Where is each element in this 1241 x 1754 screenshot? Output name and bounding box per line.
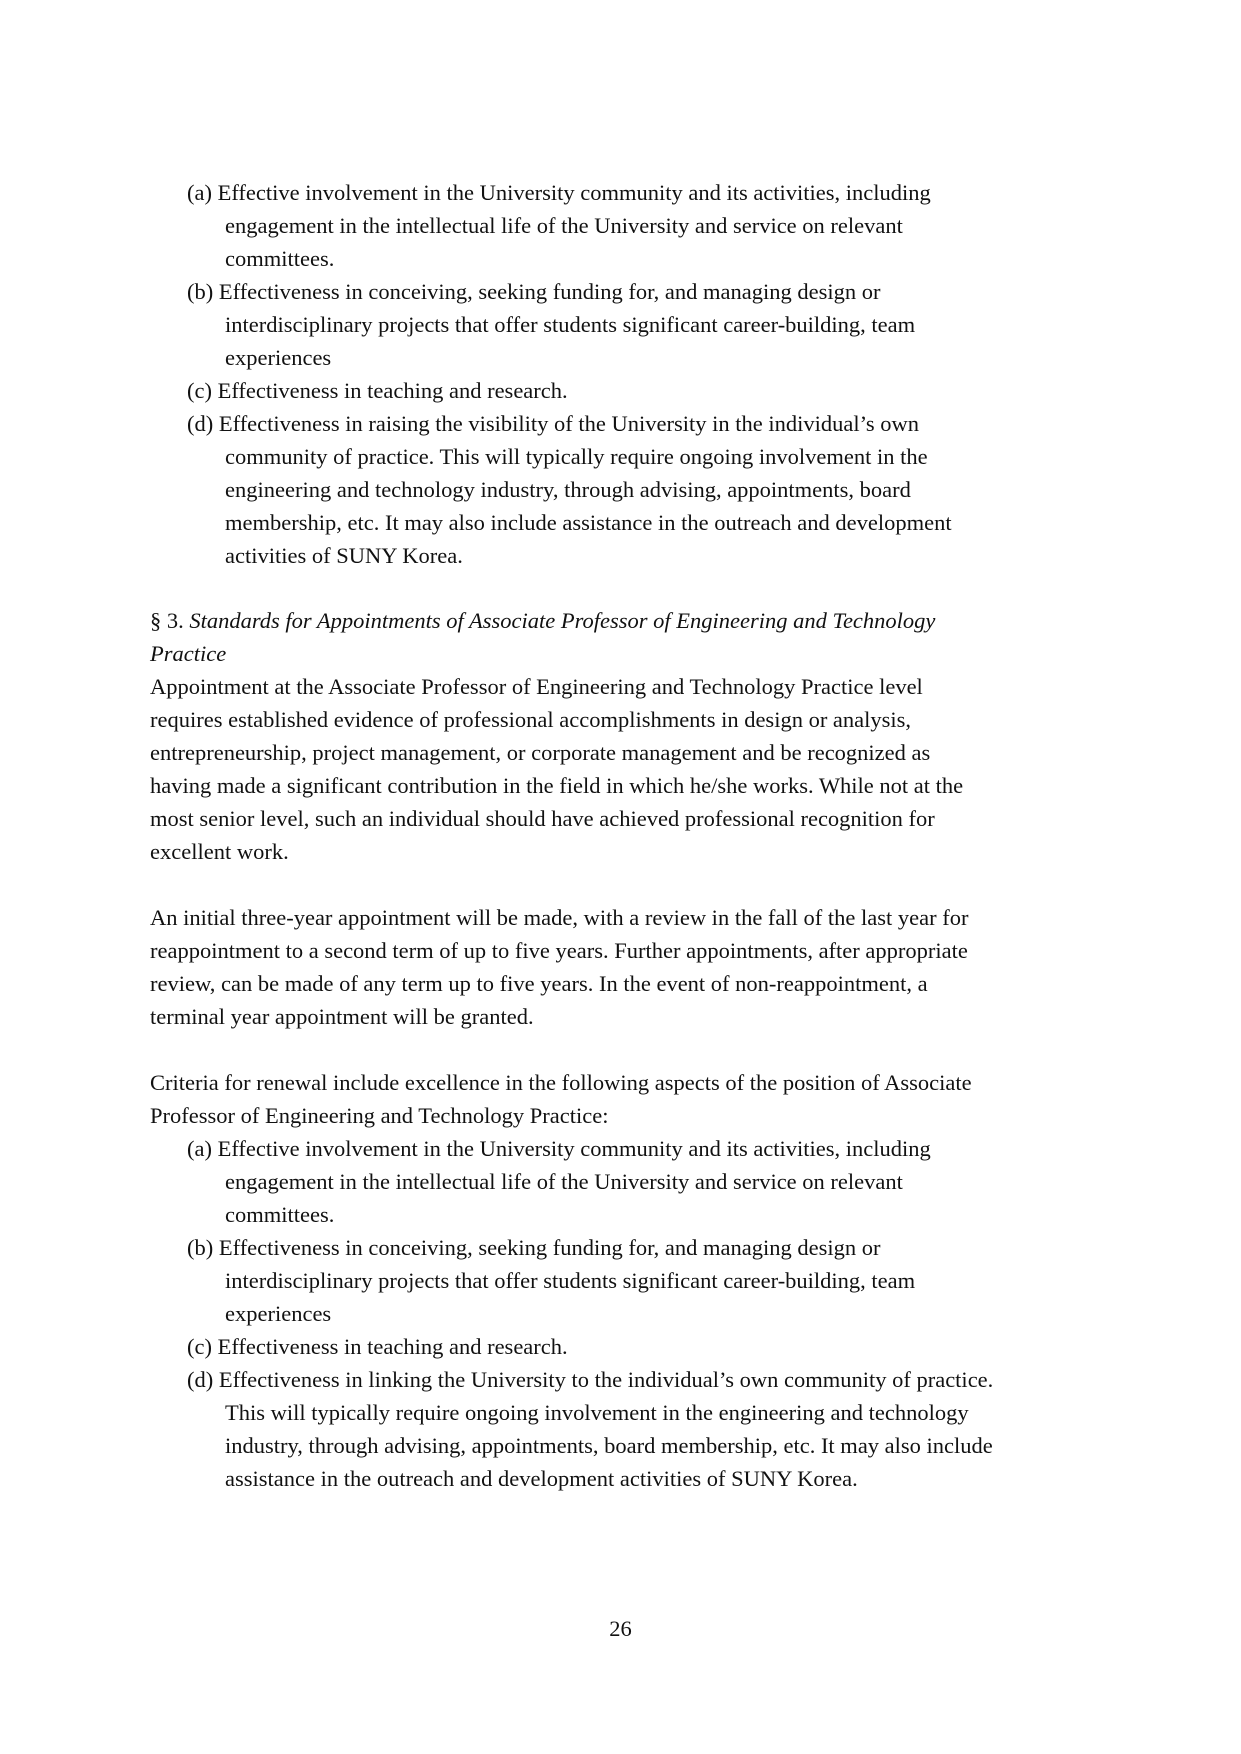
list-item-b-cont: experiences xyxy=(225,1301,332,1326)
list-item-a: (a) Effective involvement in the University community and its activities, including xyxy=(187,180,931,205)
list-item-a: (a) Effective involvement in the University community and its activities, including xyxy=(187,1136,931,1161)
paragraph-line: entrepreneurship, project management, or corporate management and be recognized as xyxy=(150,740,931,765)
paragraph-line: Criteria for renewal include excellence in the following aspects of the position of Associate xyxy=(150,1070,972,1095)
paragraph-line: An initial three-year appointment will be made, with a review in the fall of the last year for xyxy=(150,905,969,930)
list-item-d: (d) Effectiveness in raising the visibility of the University in the individual’s own xyxy=(187,411,919,436)
paragraph-line: reappointment to a second term of up to five years. Further appointments, after appropriate xyxy=(150,938,968,963)
section-heading xyxy=(150,604,935,637)
list-item-d-cont: activities of SUNY Korea. xyxy=(225,543,463,568)
list-item-b: (b) Effectiveness in conceiving, seeking funding for, and managing design or xyxy=(187,279,881,304)
list-item-d: (d) Effectiveness in linking the University to the individual’s own community of practice. xyxy=(187,1367,994,1392)
section-number: § 3. xyxy=(150,608,184,633)
list-item-b: (b) Effectiveness in conceiving, seeking funding for, and managing design or xyxy=(187,1235,881,1260)
list-item-d-cont: assistance in the outreach and development activities of SUNY Korea. xyxy=(225,1466,858,1491)
list-item-d-cont: This will typically require ongoing involvement in the engineering and technology xyxy=(225,1400,969,1425)
paragraph-line: most senior level, such an individual should have achieved professional recognition for xyxy=(150,806,935,831)
paragraph-line: review, can be made of any term up to five years. In the event of non-reappointment, a xyxy=(150,971,928,996)
list-item-d-cont: community of practice. This will typically require ongoing involvement in the xyxy=(225,444,928,469)
list-item-d-cont: membership, etc. It may also include assistance in the outreach and development xyxy=(225,510,952,535)
list-item-a-cont: committees. xyxy=(225,1202,335,1227)
page-number: 26 xyxy=(609,1616,632,1641)
paragraph-line: requires established evidence of professional accomplishments in design or analysis, xyxy=(150,707,912,732)
list-item-b-cont: experiences xyxy=(225,345,332,370)
paragraph-line: having made a significant contribution in the field in which he/she works. While not at the xyxy=(150,773,964,798)
paragraph-line: terminal year appointment will be granted. xyxy=(150,1004,534,1029)
paragraph-line: excellent work. xyxy=(150,839,289,864)
paragraph-line: Appointment at the Associate Professor of Engineering and Technology Practice level xyxy=(150,674,923,699)
list-item-b-cont: interdisciplinary projects that offer students significant career-building, team xyxy=(225,1268,916,1293)
list-item-c: (c) Effectiveness in teaching and research. xyxy=(187,378,568,403)
section-title: Standards for Appointments of Associate Professor of Engineering and Technology xyxy=(189,608,936,633)
section-title-cont: Practice xyxy=(150,641,227,666)
list-item-a-cont: committees. xyxy=(225,246,335,271)
list-item-d-cont: industry, through advising, appointments, board membership, etc. It may also include xyxy=(225,1433,993,1458)
list-item-a-cont: engagement in the intellectual life of the University and service on relevant xyxy=(225,213,903,238)
list-item-d-cont: engineering and technology industry, through advising, appointments, board xyxy=(225,477,911,502)
paragraph-line: Professor of Engineering and Technology Practice: xyxy=(150,1103,609,1128)
list-item-b-cont: interdisciplinary projects that offer students significant career-building, team xyxy=(225,312,916,337)
list-item-c: (c) Effectiveness in teaching and research. xyxy=(187,1334,568,1359)
list-item-a-cont: engagement in the intellectual life of the University and service on relevant xyxy=(225,1169,903,1194)
